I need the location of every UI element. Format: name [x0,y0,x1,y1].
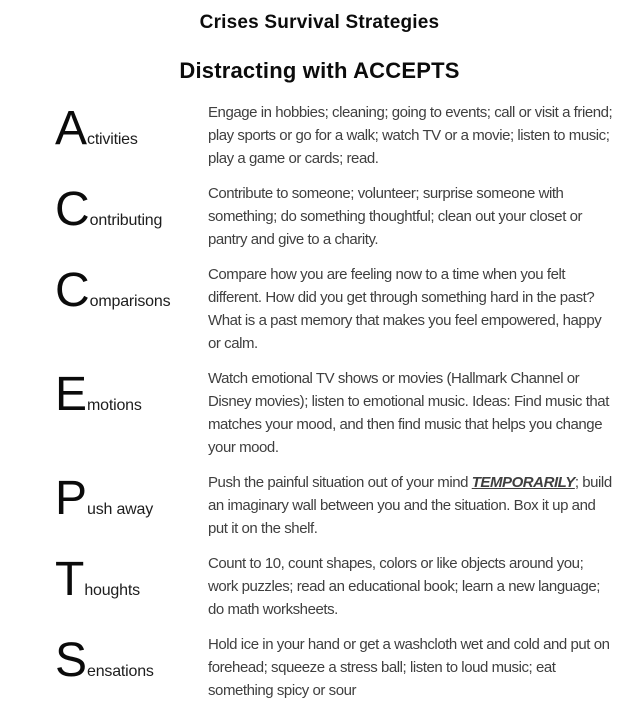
term-initial-letter: C [55,264,90,317]
term-initial-letter: P [55,472,88,525]
accepts-row-comparisons [0,261,639,355]
accepts-row-contributing [0,180,639,251]
description-push-away [208,469,639,540]
term-initial-letter: E [55,368,88,421]
term-word-rest: ush away [87,501,154,518]
term-word-rest: ensations [87,663,154,680]
term-activities [0,99,208,153]
temporarily-emphasis: TEMPORARILY [471,474,575,491]
term-emotions [0,365,208,419]
description-sensations: Hold ice in your hand or get a washcloth wet and cold and put on forehead; squeeze a stress ball; listen to loud music; eat something spicy or sour [208,636,610,699]
term-initial-letter: S [55,634,88,687]
term-sensations [0,631,208,685]
description-emotions: Watch emotional TV shows or movies (Hallmark Channel or Disney movies); listen to emotional music. Ideas: Find music that matches your mood, and then find music that helps you change your mood. [208,370,609,456]
term-thoughts [0,550,208,604]
description-activities: Engage in hobbies; cleaning; going to events; call or visit a friend; play sports or go for a walk; watch TV or a movie; listen to music; play a game or cards; read. [208,104,613,167]
term-initial-letter: C [55,183,90,236]
accepts-row-emotions [0,365,639,459]
accepts-row-sensations [0,631,639,702]
description-segment-post: ; build an imaginary wall between you and the situation. Box it up and put it on the shelf. [208,474,612,537]
page-title: Crises Survival Strategies [199,12,440,33]
description-thoughts: Count to 10, count shapes, colors or like objects around you; work puzzles; read an educational book; learn a new language; do math worksheets. [208,555,600,618]
document-header [0,0,639,84]
term-word-rest: ontributing [89,212,163,229]
term-initial-letter: T [55,553,85,606]
accepts-list [0,99,639,702]
term-push-away [0,469,208,523]
term-contributing [0,180,208,234]
term-comparisons [0,261,208,315]
description-contributing: Contribute to someone; volunteer; surprise someone with something; do something thoughtful; clean out your closet or pantry and give to a charity. [208,185,583,248]
accepts-row-push-away [0,469,639,540]
term-word-rest: omparisons [89,293,171,310]
description-comparisons: Compare how you are feeling now to a time when you felt different. How did you get through something hard in the past? What is a past memory that makes you feel empowered, happy or calm. [208,266,602,352]
term-word-rest: ctivities [87,131,138,148]
term-word-rest: motions [87,397,142,414]
page-subtitle: Distracting with ACCEPTS [179,58,460,83]
term-initial-letter: A [55,102,88,155]
term-word-rest: houghts [84,582,140,599]
accepts-row-activities [0,99,639,170]
accepts-row-thoughts [0,550,639,621]
description-segment-pre: Push the painful situation out of your mind [208,474,472,491]
